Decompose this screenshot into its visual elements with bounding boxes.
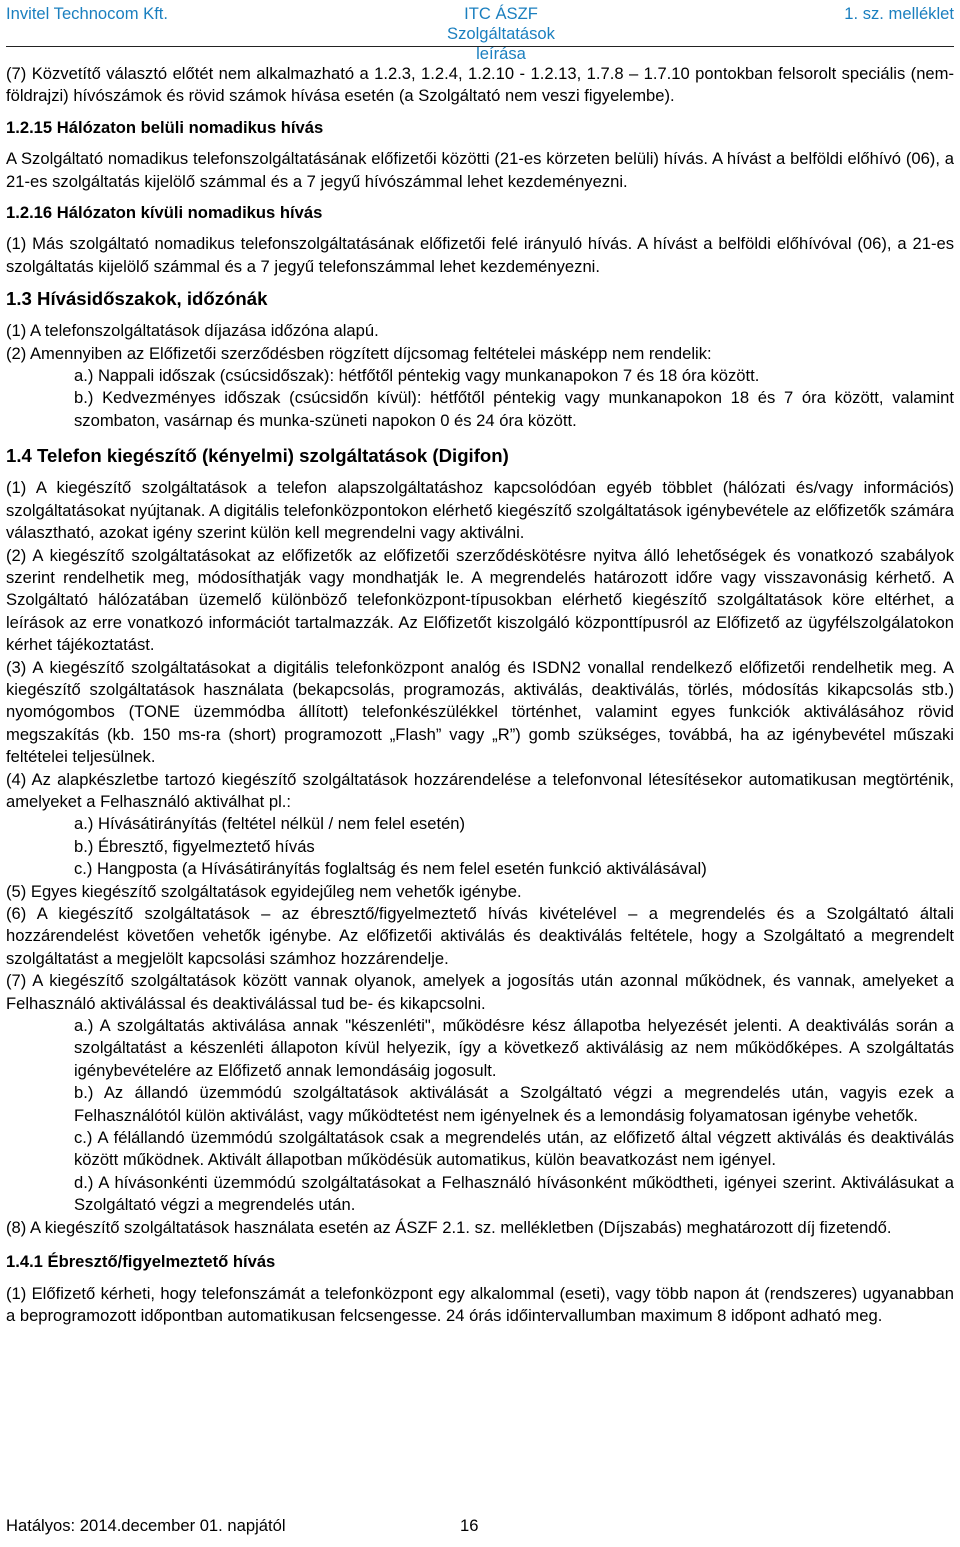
- paragraph: (5) Egyes kiegészítő szolgáltatások egyidejűleg nem vehetők igénybe.: [6, 881, 522, 901]
- header-annex-label: 1. sz. melléklet: [844, 4, 954, 23]
- paragraph: (3) A kiegészítő szolgáltatásokat a digitális telefonközpont analóg és ISDN2 vonallal rendelkező előfizetői rendelhetik meg. A kiegészítő szolgáltatások használata (bekapcsolás, programozás, aktiválás, deaktiválás, törlés, módosítás kikapcsolás stb.) nyomógombos (TONE üzemmódba állított) telefonkészülékkel történhet, valamint egyes funkciók aktiválásához rövid megszakítás (kb. 150 ms-ra (short) programozott „Flash” vagy „R”) gomb szükséges, továbbá, ha az igénybevétel műszaki feltételei teljesülnek.: [6, 657, 954, 767]
- page-number: 16: [460, 1516, 479, 1535]
- paragraph: (1) A telefonszolgáltatások díjazása időzóna alapú.: [6, 321, 379, 341]
- paragraph: (2) A kiegészítő szolgáltatásokat az előfizetők az előfizetői szerződéskötésre nyitva álló lehetőségek és vonatkozó szabályok szerint rendelhetik meg, módosíthatják vagy mondhatják le. A megrendelés határozott időre vagy visszavonásig kérhető. A Szolgáltató hálózatában üzemelő különböző telefonközpont-típusokban elérhető kiegészítő szolgáltatások köre eltérhet, a leírások az erre vonatkozó információt tartalmazzák. Az Előfizetőt kiszolgáló központtípusról az Előfizető az ügyfélszolgálatokon kérhet tájékoztatást.: [6, 545, 954, 655]
- list-item: b.) Az állandó üzemmódú szolgáltatások aktiválását a Szolgáltató végzi a megrendelés után, vagyis ezek a Felhasználótól külön aktiválást, vagy működtetést nem igényelnek és a lemondásig folyamatosan igénybe vehetők.: [74, 1083, 954, 1125]
- paragraph: (6) A kiegészítő szolgáltatások – az ébresztő/figyelmeztető hívás kivételével – a megrendelés és a Szolgáltató általi hozzárendelést követően vehetők igénybe. Az előfizetői aktiválás és deaktiválás feltétele, hogy a Szolgáltató a megrendelt szolgáltatást a megjelölt kapcsolási számhoz hozzárendelje.: [6, 904, 954, 968]
- list-item: c.) A félállandó üzemmódú szolgáltatások csak a megrendelés után, az előfizető által végzett aktiválás és deaktiválás között működnek. Aktivált állapotban működésük automatikus, külön beavatkozást nem igényel.: [74, 1128, 954, 1170]
- list-item: a.) Nappali időszak (csúcsidőszak): hétfőtől péntekig vagy munkanapokon 7 és 18 óra között.: [74, 366, 760, 386]
- paragraph: (2) Amennyiben az Előfizetői szerződésben rögzített díjcsomag feltételei másképp nem rendelik:: [6, 343, 712, 363]
- paragraph: (7) A kiegészítő szolgáltatások között vannak olyanok, amelyek a jogosítás után azonnal működnek, és vannak, amelyeket a Felhasználó aktiválással és deaktiválással tud be- és kikapcsolni.: [6, 971, 954, 1013]
- section-heading: 1.2.15 Hálózaton belüli nomadikus hívás: [6, 117, 324, 137]
- header-divider: [6, 46, 954, 47]
- paragraph: A Szolgáltató nomadikus telefonszolgáltatásának előfizetői közötti (21-es körzeten belüli) hívás. A hívást a belföldi előhívó (06), a 21-es szolgáltatás kijelölő számmal és a 7 jegyű hívószámmal lehet kezdeményezni.: [6, 149, 954, 191]
- list-item: a.) A szolgáltatás aktiválása annak "készenléti", működésre kész állapotba helyezését jelenti. A deaktiválás során a szolgáltatást a készenléti állapoton kívül helyezik, így a következő aktiválásig az nem működőképes. A szolgáltatás igénybevételére az Előfizető annak lemondásáig jogosult.: [74, 1016, 954, 1080]
- list-item: b.) Kedvezményes időszak (csúcsidőn kívül): hétfőtől péntekig vagy munkanapokon 18 és 7 óra között, valamint szombaton, vasárnap és munka-szüneti napokon 0 és 24 óra között.: [74, 388, 954, 430]
- list-item: a.) Hívásátirányítás (feltétel nélkül / nem felel esetén): [74, 814, 466, 834]
- header-title-line1: ITC ÁSZF: [464, 4, 538, 23]
- header-company: Invitel Technocom Kft.: [6, 4, 169, 23]
- header-title-line2: Szolgáltatások leírása: [447, 24, 555, 63]
- paragraph: (1) Más szolgáltató nomadikus telefonszolgáltatásának előfizetői felé irányuló hívás. A hívást a belföldi előhívóval (06), a 21-es szolgáltatás kijelölő számmal és a 7 jegyű telefonszámmal lehet kezdeményezni.: [6, 234, 954, 276]
- page-header: [6, 0, 954, 63]
- page-footer: [6, 1515, 606, 1537]
- section-heading: 1.4.1 Ébresztő/figyelmeztető hívás: [6, 1252, 276, 1272]
- paragraph: (8) A kiegészítő szolgáltatások használata esetén az ÁSZF 2.1. sz. mellékletben (Díjszabás) meghatározott díj fizetendő.: [6, 1217, 892, 1237]
- paragraph: (7) Közvetítő választó előtét nem alkalmazható a 1.2.3, 1.2.4, 1.2.10 - 1.2.13, 1.7.8 – 1.7.10 pontokban felsorolt speciális (nem-földrajzi) hívószámok és rövid számok hívása esetén (a Szolgáltató nem veszi figyelembe).: [6, 64, 954, 106]
- section-heading: 1.3 Hívásidőszakok, időzónák: [6, 288, 268, 310]
- header-document-title: [421, 4, 581, 64]
- section-heading: 1.2.16 Hálózaton kívüli nomadikus hívás: [6, 203, 323, 223]
- document-body: [6, 63, 954, 1327]
- paragraph: (4) Az alapkészletbe tartozó kiegészítő szolgáltatások hozzárendelése a telefonvonal létesítésekor automatikusan megtörténik, amelyeket a Felhasználó aktiválhat pl.:: [6, 769, 954, 811]
- paragraph: (1) A kiegészítő szolgáltatások a telefon alapszolgáltatáshoz kapcsolódóan egyéb többlet (hálózati és/vagy információs) szolgáltatásokat nyújtanak. A digitális telefonközpontokon elérhető kiegészítő szolgáltatások igénybevétele az előfizetők számára választható, azokat igény szerint külön kell megrendelni vagy aktiválni.: [6, 478, 954, 543]
- list-item: b.) Ébresztő, figyelmeztető hívás: [74, 836, 315, 856]
- list-item: c.) Hangposta (a Hívásátirányítás foglaltság és nem felel esetén funkció aktiválásával): [74, 859, 707, 879]
- paragraph: (1) Előfizető kérheti, hogy telefonszámát a telefonközpont egy alkalommal (eseti), vagy több napon át (rendszeres) ugyanabban a beprogramozott időpontban automatikusan felcsengesse. 24 órás időintervallumban maximum 8 időpont adható meg.: [6, 1283, 954, 1325]
- list-item: d.) A hívásonkénti üzemmódú szolgáltatásokat a Felhasználó hívásonként működtheti, igényei szerint. Aktiválásukat a Szolgáltató végzi a megrendelés után.: [74, 1172, 954, 1215]
- section-heading: 1.4 Telefon kiegészítő (kényelmi) szolgáltatások (Digifon): [6, 445, 509, 467]
- footer-effective-date: Hatályos: 2014.december 01. napjától: [6, 1516, 286, 1535]
